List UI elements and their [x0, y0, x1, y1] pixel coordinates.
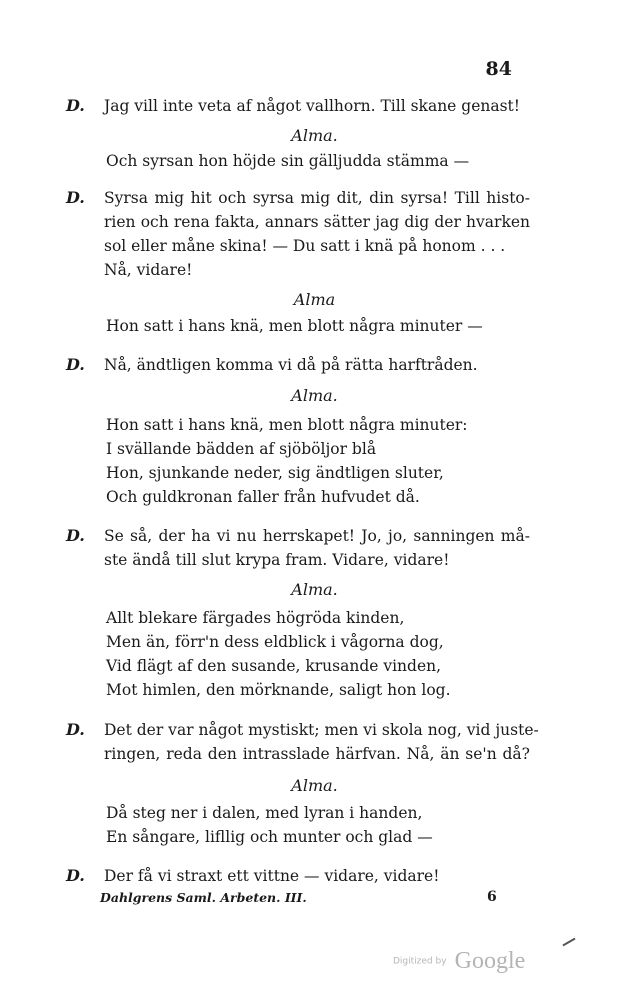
dialogue-line: sol eller måne skina! — Du satt i knä på honom . . . [104, 237, 506, 255]
speaker-label: D. [66, 866, 85, 885]
speaker-label: D. [66, 355, 85, 374]
verse-line: Allt blekare färgades högröda kinden, [106, 609, 405, 627]
watermark-prefix: Digitized by [393, 956, 447, 967]
speaker-label: D. [66, 526, 85, 545]
speaker-label: D. [66, 720, 85, 739]
character-heading: Alma. [291, 386, 338, 405]
google-logo: Google [454, 948, 526, 974]
dialogue-line: rien och rena fakta, annars sätter jag dig der hvarken [104, 213, 530, 231]
dialogue-line: Nå, ändtligen komma vi då på rätta harftråden. [104, 356, 478, 374]
character-heading: Alma. [291, 126, 338, 145]
pencil-mark [562, 938, 575, 947]
verse-line: Hon, sjunkande neder, sig ändtligen sluter, [106, 464, 444, 482]
dialogue-line: ste ändå till slut krypa fram. Vidare, vidare! [104, 551, 450, 569]
verse-line: Mot himlen, den mörknande, saligt hon log. [106, 681, 451, 699]
dialogue-line: Nå, vidare! [104, 261, 193, 279]
verse-line: I svällande bädden af sjöböljor blå [106, 440, 377, 458]
dialogue-line: Det der var något mystiskt; men vi skola nog, vid juste- [104, 721, 539, 739]
verse-line: Men än, förr'n dess eldblick i vågorna dog, [106, 633, 444, 651]
printer-signature: Dahlgrens Saml. Arbeten. III. [100, 890, 307, 905]
speaker-label: D. [66, 96, 85, 115]
dialogue-line: Syrsa mig hit och syrsa mig dit, din syrsa! Till histo- [104, 189, 530, 207]
character-heading: Alma. [291, 776, 338, 795]
verse-line: En sångare, lifllig och munter och glad — [106, 828, 433, 846]
verse-line: Hon satt i hans knä, men blott några minuter: [106, 416, 468, 434]
dialogue-line: Jag vill inte veta af något vallhorn. Till skane genast! [104, 97, 521, 115]
verse-line: Hon satt i hans knä, men blott några minuter — [106, 317, 483, 335]
verse-line: Vid flägt af den susande, krusande vinden, [106, 657, 442, 675]
dialogue-line: Der få vi straxt ett vittne — vidare, vidare! [104, 867, 440, 885]
character-heading: Alma [293, 290, 336, 309]
verse-line: Då steg ner i dalen, med lyran i handen, [106, 804, 423, 822]
sheet-number: 6 [487, 889, 497, 905]
verse-line: Och guldkronan faller från hufvudet då. [106, 488, 420, 506]
character-heading: Alma. [291, 580, 338, 599]
dialogue-line: ringen, reda den intrasslade härfvan. Nå, än se'n då? [104, 745, 530, 763]
verse-line: Och syrsan hon höjde sin gälljudda stämma — [106, 152, 470, 170]
page-number: 84 [485, 58, 512, 80]
digitization-watermark [393, 948, 525, 975]
dialogue-line: Se så, der ha vi nu herrskapet! Jo, jo, sanningen må- [104, 527, 530, 545]
speaker-label: D. [66, 188, 85, 207]
